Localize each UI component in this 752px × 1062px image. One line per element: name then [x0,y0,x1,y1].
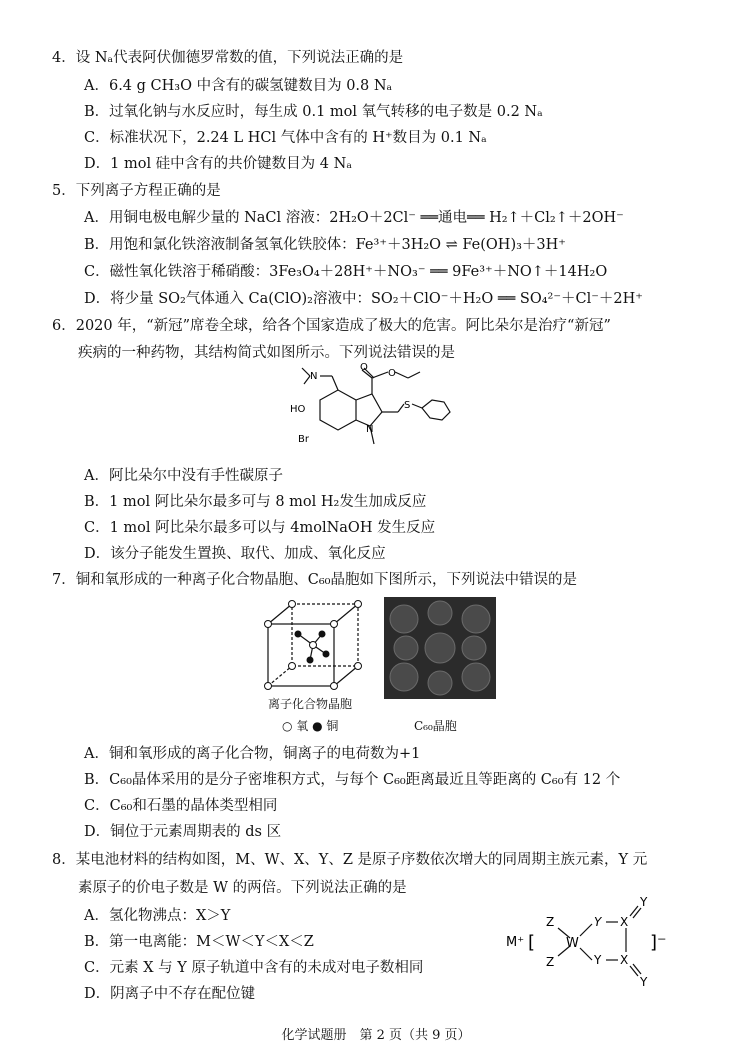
q5-option-a: A．用铜电极电解少量的 NaCl 溶液：2H₂O＋2Cl⁻ ══通电══ H₂↑＋Cl₂↑＋2OH⁻ [84,210,624,226]
anion-y-bottom: Y [594,953,602,967]
q7-option-c: C．C₆₀和石墨的晶体类型相同 [84,798,278,814]
anion-m-cation: M⁺ [506,935,525,950]
ionic-crystal-cell-figure [258,596,378,692]
anion-y-outer-bottom: Y [640,975,648,989]
anion-right-bracket: ]⁻ [650,932,667,953]
struct-o-carbonyl: O [360,362,368,373]
arbidol-structure [280,362,480,462]
q8-stem-line2: 素原子的价电子数是 W 的两倍。下列说法正确的是 [78,880,407,896]
page-footer: 化学试题册 第 2 页（共 9 页） [281,1028,471,1043]
q5-option-b: B．用饱和氯化铁溶液制备氢氧化铁胶体：Fe³⁺＋3H₂O ⇌ Fe(OH)₃＋3H⁺ [84,237,566,253]
q6-stem-line2: 疾病的一种药物，其结构简式如图所示。下列说法错误的是 [78,345,455,361]
q8-stem-line1: 8．某电池材料的结构如图，M、W、X、Y、Z 是原子序数依次增大的同周期主族元素，Y 元 [52,852,648,868]
struct-n-amine: N [310,371,318,382]
q6-stem-line1: 6．2020 年，“新冠”席卷全球，给各个国家造成了极大的危害。阿比朵尔是治疗“新冠” [52,318,611,334]
anion-x-bottom: X [620,953,629,967]
q4-option-c: C．标准状况下，2.24 L HCl 气体中含有的 H⁺数目为 0.1 Nₐ [84,130,487,146]
q5-option-d: D．将少量 SO₂气体通入 Ca(ClO)₂溶液中：SO₂＋ClO⁻＋H₂O ══ SO₄²⁻＋Cl⁻＋2H⁺ [84,291,643,307]
q7-option-d: D．铜位于元素周期表的 ds 区 [84,824,282,840]
q6-option-a: A．阿比朵尔中没有手性碳原子 [84,468,283,484]
anion-y-top: Y [594,915,602,929]
q4-option-b: B．过氧化钠与水反应时，每生成 0.1 mol 氧气转移的电子数是 0.2 Nₐ [84,104,543,120]
c60-cell-caption: C₆₀晶胞 [414,719,457,733]
q8-option-b: B．第一电离能：M＜W＜Y＜X＜Z [84,934,314,950]
q6-option-d: D．该分子能发生置换、取代、加成、氧化反应 [84,546,386,562]
q5-stem: 5．下列离子方程正确的是 [52,183,221,199]
q6-option-c: C．1 mol 阿比朵尔最多可以与 4molNaOH 发生反应 [84,520,436,536]
struct-bromine: Br [298,434,309,445]
struct-o-ester: O [388,368,396,379]
anion-z-top: Z [546,915,555,929]
q8-option-d: D．阴离子中不存在配位键 [84,986,256,1002]
struct-hydroxyl: HO [290,404,306,415]
q4-option-a: A．6.4 g CH₃O 中含有的碳氢键数目为 0.8 Nₐ [84,78,393,94]
c60-crystal-cell-figure [384,597,496,699]
q4-option-d: D．1 mol 硅中含有的共价键数目为 4 Nₐ [84,156,352,172]
anion-z-bottom: Z [546,955,555,969]
q4-stem: 4．设 Nₐ代表阿伏伽德罗常数的值，下列说法正确的是 [52,50,404,66]
anion-x-top: X [620,915,629,929]
q8-option-c: C．元素 X 与 Y 原子轨道中含有的未成对电子数相同 [84,960,424,976]
q7-stem: 7．铜和氧形成的一种离子化合物晶胞、C₆₀晶胞如下图所示，下列说法中错误的是 [52,572,577,588]
q8-option-a: A．氢化物沸点：X＞Y [84,908,231,924]
q5-option-c: C．磁性氧化铁溶于稀硝酸：3Fe₃O₄＋28H⁺＋NO₃⁻ ══ 9Fe³⁺＋NO↑＋14H₂O [84,264,608,280]
ionic-cell-caption: 离子化合物晶胞 [268,697,353,711]
struct-sulfur: S [404,400,411,411]
anion-y-outer-top: Y [640,895,648,909]
q6-option-b: B．1 mol 阿比朵尔最多可与 8 mol H₂发生加成反应 [84,494,427,510]
anion-w-atom: W [566,936,579,951]
q7-option-b: B．C₆₀晶体采用的是分子密堆积方式，与每个 C₆₀距离最近且等距离的 C₆₀有 12 个 [84,772,621,788]
q7-option-a: A．铜和氧形成的离子化合物，铜离子的电荷数为+1 [84,746,421,762]
struct-n-indole: N [366,424,374,435]
anion-left-bracket: [ [528,932,536,953]
ionic-cell-legend: ○ 氧 ● 铜 [282,719,339,733]
anion-structure [500,894,690,990]
